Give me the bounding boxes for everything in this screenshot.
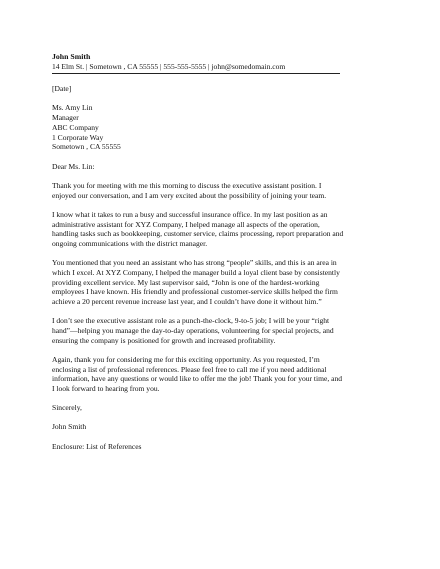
paragraph-line: ensuring the company is positioned for growth and increased profitability. xyxy=(52,335,276,345)
paragraph-3 xyxy=(52,258,392,307)
sender-name: John Smith xyxy=(52,52,91,61)
paragraph-5 xyxy=(52,355,392,394)
recipient-street: 1 Corporate Way xyxy=(52,132,104,142)
paragraph-line: Again, thank you for considering me for this exciting opportunity. As you requested, I’m xyxy=(52,354,320,364)
paragraph-line: employees I have known. His friendly and professional customer-service skills helped the firm xyxy=(52,287,338,297)
letter-date: [Date] xyxy=(52,83,72,93)
paragraph-line: enclosing a list of professional references. Please feel free to call me if you need additional xyxy=(52,364,327,374)
paragraph-line: achieve a 20 percent revenue increase last year, and I couldn’t have done it without him.” xyxy=(52,297,322,307)
closing: Sincerely, xyxy=(52,403,82,413)
paragraph-line: administrative assistant for XYZ Company, I helped manage all aspects of the operation, xyxy=(52,219,320,229)
paragraph-line: ongoing communications with the district manager. xyxy=(52,239,208,249)
letter-page xyxy=(52,52,392,451)
paragraph-line: I know what it takes to run a busy and successful insurance office. In my last position as an xyxy=(52,210,328,220)
paragraph-1 xyxy=(52,181,392,200)
paragraph-2 xyxy=(52,210,392,249)
recipient-address xyxy=(52,103,392,152)
recipient-company: ABC Company xyxy=(52,122,99,132)
paragraph-line: I don’t see the executive assistant role as a punch-the-clock, 9-to-5 job; I will be your “right xyxy=(52,316,330,326)
paragraph-line: providing excellent service. My last supervisor said, “John is one of the hardest-working xyxy=(52,277,320,287)
salutation: Dear Ms. Lin: xyxy=(52,161,95,171)
sender-contact: 14 Elm St. | Sometown , CA 55555 | 555-555-5555 | john@somedomain.com xyxy=(52,62,340,74)
recipient-city: Sometown , CA 55555 xyxy=(52,142,121,152)
signature-name: John Smith xyxy=(52,422,87,432)
paragraph-line: You mentioned that you need an assistant who has strong “people” skills, and this is an area in xyxy=(52,258,337,268)
recipient-name: Ms. Amy Lin xyxy=(52,103,93,113)
paragraph-line: which I excel. At XYZ Company, I helped the manager build a loyal client base by consistently xyxy=(52,268,340,278)
paragraph-line: handling tasks such as bookkeeping, customer service, claims processing, report preparation and xyxy=(52,229,344,239)
recipient-title: Manager xyxy=(52,113,79,123)
paragraph-line: hand”—helping you manage the day-to-day operations, volunteering for special projects, and xyxy=(52,326,334,336)
paragraph-line: I look forward to hearing from you. xyxy=(52,384,160,394)
paragraph-line: enjoyed our conversation, and I am very excited about the possibility of joining your team. xyxy=(52,190,327,200)
paragraph-line: Thank you for meeting with me this morning to discuss the executive assistant position. I xyxy=(52,181,322,191)
paragraph-4 xyxy=(52,316,392,345)
paragraph-line: information, have any questions or would like to offer me the job! Thank you for your time, and xyxy=(52,374,343,384)
enclosure-note: Enclosure: List of References xyxy=(52,441,142,451)
